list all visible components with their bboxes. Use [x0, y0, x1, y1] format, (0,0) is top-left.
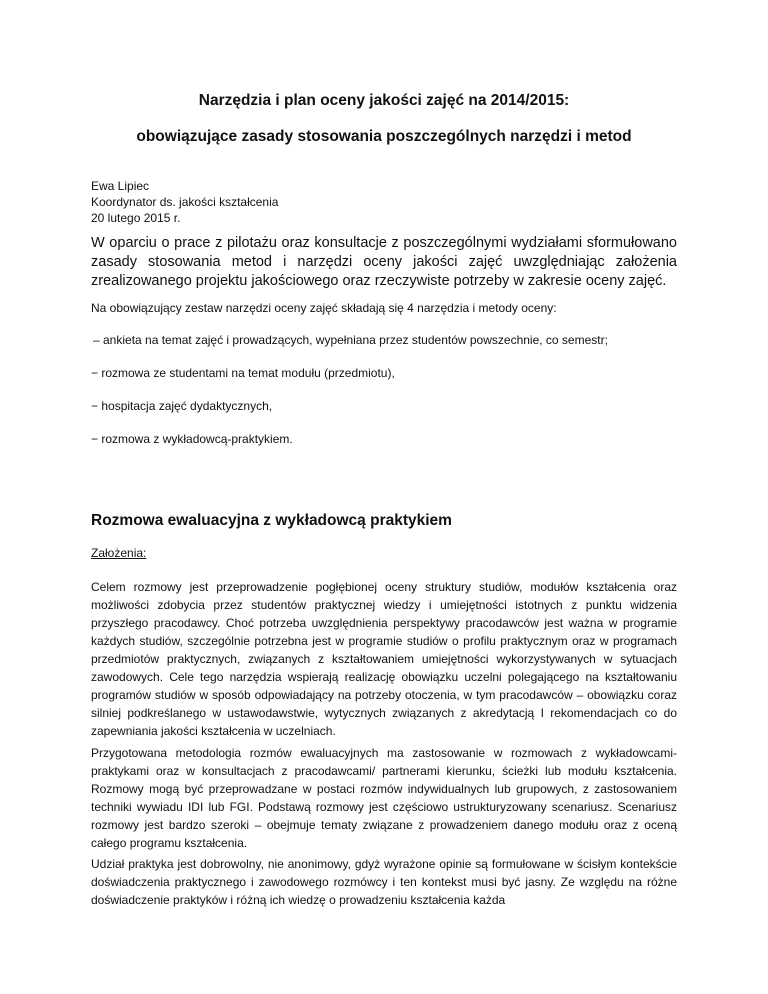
author-block [91, 178, 278, 226]
document-date: 20 lutego 2015 r. [91, 211, 181, 225]
intro-paragraph: W oparciu o prace z pilotażu oraz konsultacje z poszczególnymi wydziałami sformułowano zasady stosowania metod i narzędzi oceny jakości zajęć uwzględniając założenia zrealizowanego projektu jakościowego oraz rzeczywiste potrzeby w zakresie oceny zajęć. [91, 235, 677, 289]
section-heading: Rozmowa ewaluacyjna z wykładowcą praktykiem [91, 512, 452, 529]
body-paragraph: Celem rozmowy jest przeprowadzenie pogłębionej oceny struktury studiów, modułów kształcenia oraz możliwości zdobycia przez studentów praktycznej wiedzy i umiejętności istotnych z punktu widzenia przyszłego pracodawcy. Choć potrzeba uwzględnienia perspektywy pracodawców jest ważna w programie każdych studiów, szczególnie potrzebna jest w programie studiów o profilu praktycznym oraz w programach przedmiotów praktycznych, związanych z kształtowaniem umiejętności wykorzystywanych w sytuacjach zawodowych. Cele tego narzędzia wspierają realizację obowiązku uczelni polegającego na kształtowaniu programów studiów w sposób odpowiadający na potrzeby otoczenia, w tym pracodawców – obowiązku coraz silniej podkreślanego w ustawodawstwie, wytycznych związanych z akredytacją I rekomendacjach co do zapewniania jakości kształcenia w uczelniach. [91, 580, 677, 738]
list-item: – ankieta na temat zajęć i prowadzących, wypełniana przez studentów powszechnie, co semestr; [93, 333, 608, 347]
tools-intro: Na obowiązujący zestaw narzędzi oceny zajęć składają się 4 narzędzia i metody oceny: [91, 301, 557, 315]
list-item: − rozmowa ze studentami na temat modułu (przedmiotu), [91, 366, 395, 380]
document-subtitle: obowiązujące zasady stosowania poszczególnych narzędzi i metod [136, 128, 632, 145]
section-subheading: Założenia: [91, 546, 147, 560]
document-title: Narzędzia i plan oceny jakości zajęć na 2014/2015: [198, 92, 570, 109]
body-paragraph: Udział praktyka jest dobrowolny, nie anonimowy, gdyż wyrażone opinie są formułowane w ścisłym kontekście doświadczenia praktycznego i zawodowego rozmówcy i ten kontekst musi być jasny. Ze względu na różne doświadczenie praktyków i różną ich wiedzę o prowadzeniu kształcenia każda [91, 857, 677, 907]
list-item: − rozmowa z wykładowcą-praktykiem. [91, 432, 293, 446]
list-item: − hospitacja zajęć dydaktycznych, [91, 399, 273, 413]
author-role: Koordynator ds. jakości kształcenia [91, 195, 279, 209]
body-paragraph: Przygotowana metodologia rozmów ewaluacyjnych ma zastosowanie w rozmowach z wykładowcami-praktykami oraz w konsultacjach z pracodawcami/ partnerami kierunku, ścieżki lub modułu kształcenia. Rozmowy mogą być przeprowadzane w postaci rozmów indywidualnych lub grupowych, z zastosowaniem techniki wywiadu IDI lub FGI. Podstawą rozmowy jest częściowo ustrukturyzowany scenariusz. Scenariusz rozmowy jest bardzo szeroki – obejmuje tematy związane z prowadzeniem danego modułu oraz z oceną całego programu kształcenia. [91, 746, 677, 850]
author-name: Ewa Lipiec [91, 179, 150, 193]
